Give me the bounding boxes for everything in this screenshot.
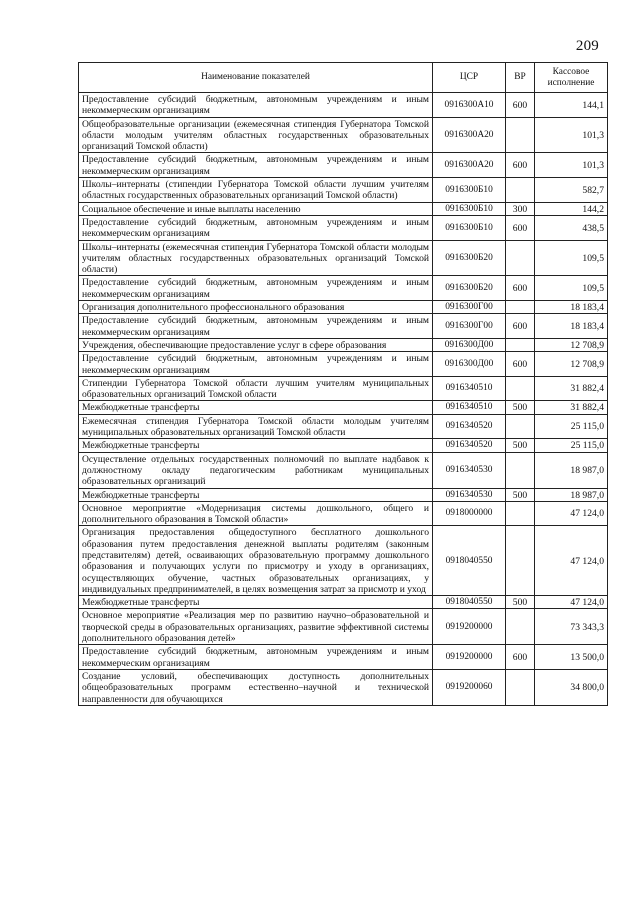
row-vr-cell bbox=[506, 376, 535, 401]
row-name-cell: Организация дополнительного профессионального образования bbox=[79, 301, 433, 314]
row-amount-cell: 101,3 bbox=[535, 117, 608, 153]
table-row bbox=[79, 314, 608, 339]
row-amount-cell: 47 124,0 bbox=[535, 526, 608, 596]
row-name-cell: Создание условий, обеспечивающих доступность дополнительных общеобразовательных программ естественно–научной и технической направленности для обучающихся bbox=[79, 669, 433, 705]
row-amount-cell: 144,1 bbox=[535, 93, 608, 118]
row-vr-cell: 500 bbox=[506, 439, 535, 452]
row-name-cell: Основное мероприятие «Модернизация системы дошкольного, общего и дополнительного образования в Томской области» bbox=[79, 501, 433, 526]
row-csr-cell: 0916300Б20 bbox=[433, 276, 506, 301]
row-name-cell: Общеобразовательные организации (ежемесячная стипендия Губернатора Томской области молодым учителям областных государственных образовательных организаций Томской области) bbox=[79, 117, 433, 153]
row-csr-cell: 0916300Б20 bbox=[433, 240, 506, 276]
table-row bbox=[79, 645, 608, 670]
table-row bbox=[79, 669, 608, 705]
row-csr-cell: 0919200000 bbox=[433, 609, 506, 645]
row-vr-cell: 600 bbox=[506, 314, 535, 339]
row-amount-cell: 109,5 bbox=[535, 240, 608, 276]
row-vr-cell: 500 bbox=[506, 596, 535, 609]
row-csr-cell: 0916300Г00 bbox=[433, 314, 506, 339]
table-row bbox=[79, 117, 608, 153]
row-amount-cell: 25 115,0 bbox=[535, 414, 608, 439]
budget-execution-table bbox=[78, 62, 608, 706]
row-csr-cell: 0916300А20 bbox=[433, 153, 506, 178]
table-row bbox=[79, 352, 608, 377]
row-amount-cell: 12 708,9 bbox=[535, 338, 608, 351]
table-row bbox=[79, 488, 608, 501]
row-csr-cell: 0916300Б10 bbox=[433, 215, 506, 240]
table-header-row bbox=[79, 63, 608, 93]
row-name-cell: Организация предоставления общедоступного бесплатного дошкольного образования путем предоставления денежной выплаты родителям (законным представителям) детей, осваивающих образовательную программу дошкольного образования и получающих услуги по присмотру и уходу в организациях, осуществляющих обучение, частных образовательных организациях, у индивидуальных предпринимателей, в целях возмещения затрат за присмотр и уход bbox=[79, 526, 433, 596]
header-csr: ЦСР bbox=[433, 63, 506, 93]
table-row bbox=[79, 338, 608, 351]
row-vr-cell: 600 bbox=[506, 153, 535, 178]
row-vr-cell: 500 bbox=[506, 401, 535, 414]
row-vr-cell bbox=[506, 117, 535, 153]
table-row bbox=[79, 439, 608, 452]
row-amount-cell: 582,7 bbox=[535, 178, 608, 203]
table-row bbox=[79, 301, 608, 314]
row-vr-cell: 600 bbox=[506, 352, 535, 377]
row-vr-cell bbox=[506, 669, 535, 705]
table-row bbox=[79, 414, 608, 439]
row-csr-cell: 0916300А10 bbox=[433, 93, 506, 118]
row-name-cell: Предоставление субсидий бюджетным, автономным учреждениям и иным некоммерческим организациям bbox=[79, 314, 433, 339]
row-amount-cell: 144,2 bbox=[535, 202, 608, 215]
row-amount-cell: 25 115,0 bbox=[535, 439, 608, 452]
row-csr-cell: 0916340520 bbox=[433, 414, 506, 439]
page-number: 209 bbox=[575, 38, 599, 54]
row-vr-cell bbox=[506, 501, 535, 526]
row-name-cell: Предоставление субсидий бюджетным, автономным учреждениям и иным некоммерческим организациям bbox=[79, 645, 433, 670]
row-csr-cell: 0916300Д00 bbox=[433, 352, 506, 377]
table-row bbox=[79, 376, 608, 401]
row-amount-cell: 109,5 bbox=[535, 276, 608, 301]
row-csr-cell: 0916300А20 bbox=[433, 117, 506, 153]
row-amount-cell: 31 882,4 bbox=[535, 401, 608, 414]
row-vr-cell: 600 bbox=[506, 93, 535, 118]
row-amount-cell: 18 183,4 bbox=[535, 301, 608, 314]
table-row bbox=[79, 501, 608, 526]
row-csr-cell: 0916340510 bbox=[433, 376, 506, 401]
row-name-cell: Предоставление субсидий бюджетным, автономным учреждениям и иным некоммерческим организациям bbox=[79, 153, 433, 178]
row-vr-cell bbox=[506, 338, 535, 351]
header-amount: Кассовое исполнение bbox=[535, 63, 608, 93]
row-vr-cell: 500 bbox=[506, 488, 535, 501]
row-name-cell: Предоставление субсидий бюджетным, автономным учреждениям и иным некоммерческим организациям bbox=[79, 93, 433, 118]
row-amount-cell: 18 183,4 bbox=[535, 314, 608, 339]
row-csr-cell: 0916340510 bbox=[433, 401, 506, 414]
row-csr-cell: 0916340530 bbox=[433, 452, 506, 488]
row-amount-cell: 13 500,0 bbox=[535, 645, 608, 670]
table-row bbox=[79, 153, 608, 178]
row-csr-cell: 0918040550 bbox=[433, 526, 506, 596]
table-row bbox=[79, 596, 608, 609]
row-name-cell: Предоставление субсидий бюджетным, автономным учреждениям и иным некоммерческим организациям bbox=[79, 352, 433, 377]
row-name-cell: Социальное обеспечение и иные выплаты населению bbox=[79, 202, 433, 215]
row-vr-cell bbox=[506, 301, 535, 314]
row-csr-cell: 0918000000 bbox=[433, 501, 506, 526]
row-csr-cell: 0916300Б10 bbox=[433, 202, 506, 215]
row-vr-cell: 300 bbox=[506, 202, 535, 215]
row-name-cell: Межбюджетные трансферты bbox=[79, 488, 433, 501]
table-row bbox=[79, 202, 608, 215]
header-vr: ВР bbox=[506, 63, 535, 93]
row-name-cell: Школы–интернаты (стипендии Губернатора Томской области лучшим учителям областных государственных образовательных организаций Томской области) bbox=[79, 178, 433, 203]
row-vr-cell bbox=[506, 240, 535, 276]
table-row bbox=[79, 178, 608, 203]
row-name-cell: Школы–интернаты (ежемесячная стипендия Губернатора Томской области молодым учителям областных государственных образовательных организаций Томской области) bbox=[79, 240, 433, 276]
table-row bbox=[79, 215, 608, 240]
row-amount-cell: 438,5 bbox=[535, 215, 608, 240]
row-vr-cell bbox=[506, 414, 535, 439]
row-csr-cell: 0919200060 bbox=[433, 669, 506, 705]
table-body bbox=[79, 93, 608, 706]
row-csr-cell: 0916300Г00 bbox=[433, 301, 506, 314]
row-amount-cell: 47 124,0 bbox=[535, 501, 608, 526]
row-amount-cell: 12 708,9 bbox=[535, 352, 608, 377]
row-name-cell: Основное мероприятие «Реализация мер по развитию научно–образовательной и творческой среды в образовательных организациях, развитие эффективной системы дополнительного образования детей» bbox=[79, 609, 433, 645]
row-name-cell: Осуществление отдельных государственных полномочий по выплате надбавок к должностному окладу педагогическим работникам муниципальных образовательных организаций bbox=[79, 452, 433, 488]
header-name: Наименование показателей bbox=[79, 63, 433, 93]
row-vr-cell bbox=[506, 609, 535, 645]
row-name-cell: Ежемесячная стипендия Губернатора Томской области молодым учителям муниципальных образовательных организаций Томской области bbox=[79, 414, 433, 439]
row-vr-cell bbox=[506, 452, 535, 488]
row-name-cell: Предоставление субсидий бюджетным, автономным учреждениям и иным некоммерческим организациям bbox=[79, 215, 433, 240]
table-row bbox=[79, 526, 608, 596]
row-amount-cell: 73 343,3 bbox=[535, 609, 608, 645]
row-vr-cell bbox=[506, 526, 535, 596]
row-amount-cell: 18 987,0 bbox=[535, 488, 608, 501]
row-vr-cell: 600 bbox=[506, 645, 535, 670]
row-csr-cell: 0918040550 bbox=[433, 596, 506, 609]
row-name-cell: Межбюджетные трансферты bbox=[79, 401, 433, 414]
table-row bbox=[79, 240, 608, 276]
row-amount-cell: 47 124,0 bbox=[535, 596, 608, 609]
table-row bbox=[79, 276, 608, 301]
row-amount-cell: 101,3 bbox=[535, 153, 608, 178]
table-row bbox=[79, 609, 608, 645]
row-amount-cell: 34 800,0 bbox=[535, 669, 608, 705]
row-csr-cell: 0916300Б10 bbox=[433, 178, 506, 203]
row-vr-cell: 600 bbox=[506, 276, 535, 301]
row-name-cell: Учреждения, обеспечивающие предоставление услуг в сфере образования bbox=[79, 338, 433, 351]
row-csr-cell: 0916300Д00 bbox=[433, 338, 506, 351]
row-name-cell: Межбюджетные трансферты bbox=[79, 596, 433, 609]
row-vr-cell: 600 bbox=[506, 215, 535, 240]
row-name-cell: Стипендии Губернатора Томской области лучшим учителям муниципальных образовательных организаций Томской области bbox=[79, 376, 433, 401]
row-csr-cell: 0916340530 bbox=[433, 488, 506, 501]
row-csr-cell: 0919200000 bbox=[433, 645, 506, 670]
row-amount-cell: 18 987,0 bbox=[535, 452, 608, 488]
row-name-cell: Предоставление субсидий бюджетным, автономным учреждениям и иным некоммерческим организациям bbox=[79, 276, 433, 301]
table-row bbox=[79, 401, 608, 414]
row-csr-cell: 0916340520 bbox=[433, 439, 506, 452]
row-amount-cell: 31 882,4 bbox=[535, 376, 608, 401]
table-row bbox=[79, 452, 608, 488]
table-row bbox=[79, 93, 608, 118]
row-vr-cell bbox=[506, 178, 535, 203]
row-name-cell: Межбюджетные трансферты bbox=[79, 439, 433, 452]
